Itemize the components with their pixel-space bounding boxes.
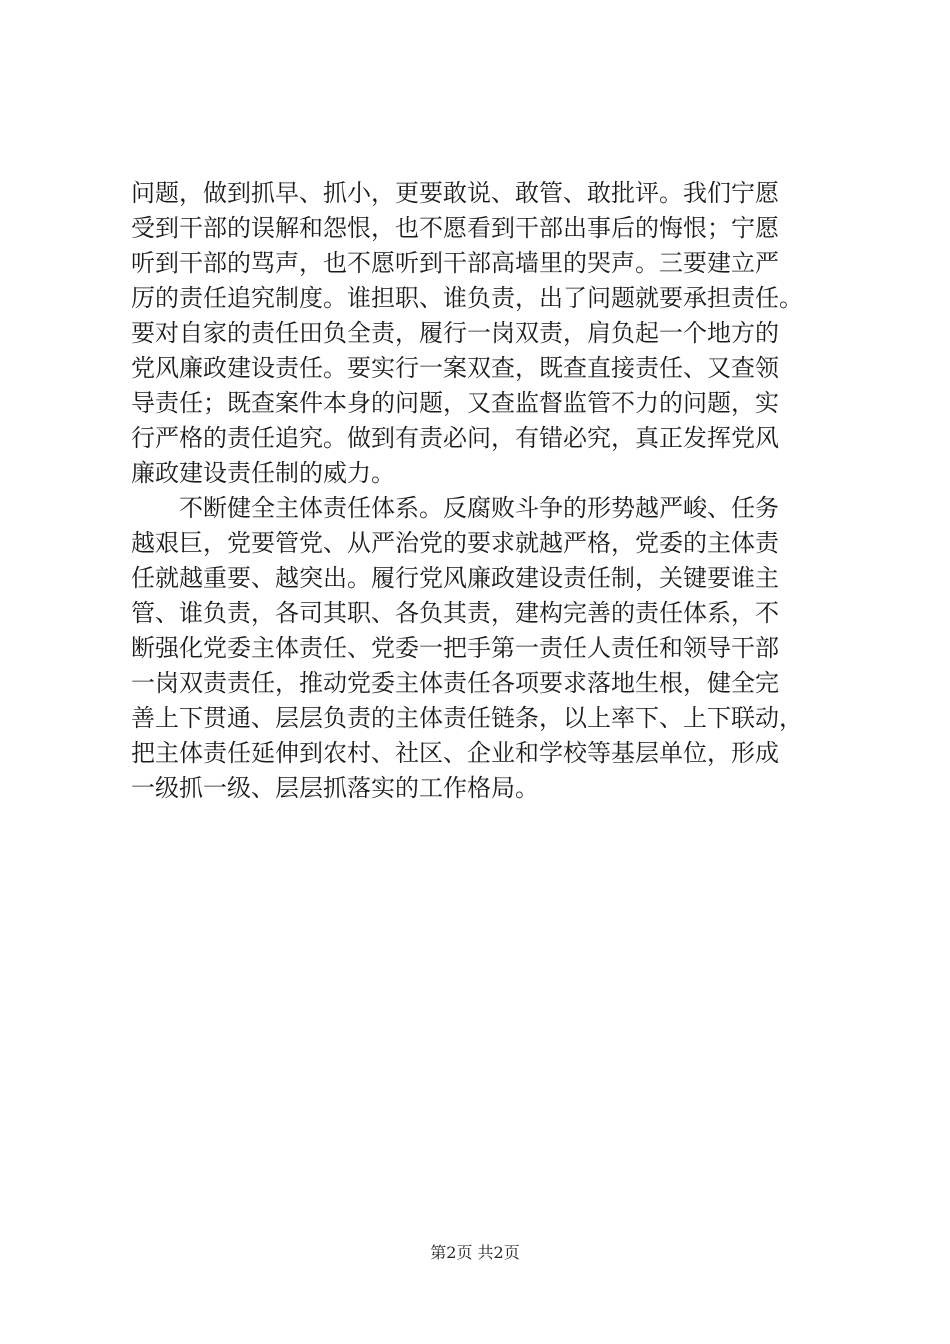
text-line: 一岗双责责任，推动党委主体责任各项要求落地生根，健全完 — [131, 669, 779, 697]
text-line: 厉的责任追究制度。谁担职、谁负责，出了问题就要承担责任。 — [131, 284, 803, 312]
text-line: 断强化党委主体责任、党委一把手第一责任人责任和领导干部 — [131, 634, 779, 662]
text-line: 任就越重要、越突出。履行党风廉政建设责任制，关键要谁主 — [131, 564, 779, 592]
text-line: 把主体责任延伸到农村、社区、企业和学校等基层单位，形成 — [131, 739, 779, 767]
text-line: 行严格的责任追究。做到有责必问，有错必究，真正发挥党风 — [131, 424, 779, 452]
page-footer: 第2页 共2页 — [430, 1243, 520, 1262]
text-line: 导责任；既查案件本身的问题，又查监督监管不力的问题，实 — [131, 389, 779, 417]
text-line: 要对自家的责任田负全责，履行一岗双责，肩负起一个地方的 — [131, 319, 779, 347]
text-line: 听到干部的骂声，也不愿听到干部高墙里的哭声。三要建立严 — [131, 249, 779, 277]
text-line: 党风廉政建设责任。要实行一案双查，既查直接责任、又查领 — [131, 354, 779, 382]
text-line: 管、谁负责，各司其职、各负其责，建构完善的责任体系，不 — [131, 599, 779, 627]
text-line: 善上下贯通、层层负责的主体责任链条，以上率下、上下联动， — [131, 704, 803, 732]
text-line: 受到干部的误解和怨恨，也不愿看到干部出事后的悔恨；宁愿 — [131, 214, 779, 242]
text-line: 问题，做到抓早、抓小，更要敢说、敢管、敢批评。我们宁愿 — [131, 179, 779, 207]
body-text — [131, 176, 861, 806]
text-line: 廉政建设责任制的威力。 — [131, 459, 395, 487]
text-line: 一级抓一级、层层抓落实的工作格局。 — [131, 774, 539, 802]
text-line: 越艰巨，党要管党、从严治党的要求就越严格，党委的主体责 — [131, 529, 779, 557]
text-line: 不断健全主体责任体系。反腐败斗争的形势越严峻、任务 — [131, 494, 779, 522]
